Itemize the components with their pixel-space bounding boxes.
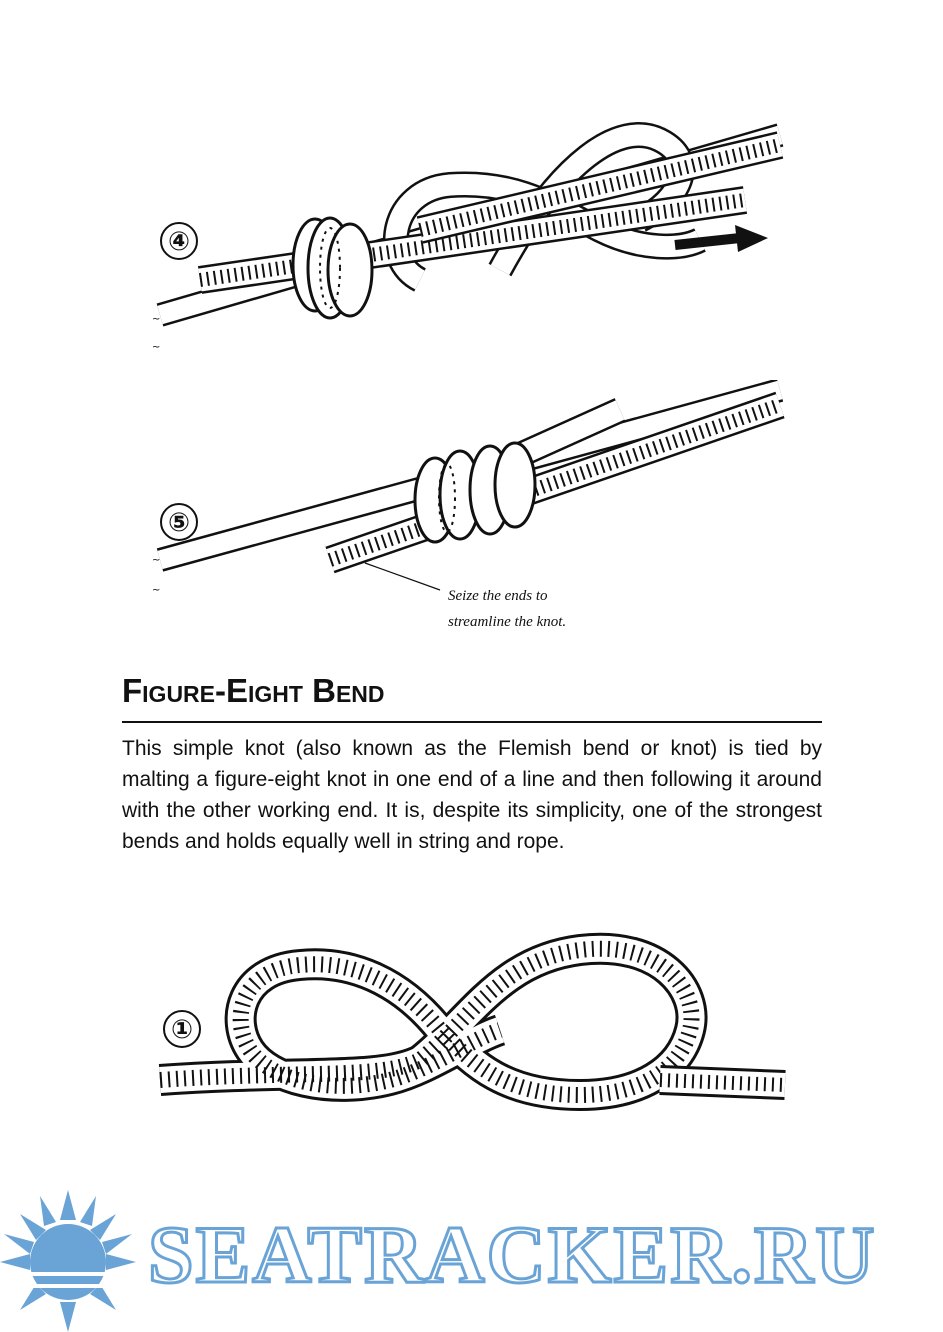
- svg-text:~: ~: [152, 555, 161, 566]
- section-body: This simple knot (also known as the Flemish bend or knot) is tied by malting a figure-eight knot in one end of a line and then following it around with the other working end. It is, despite its simplicity, one of the strongest bends and holds equally well in string and rope.: [122, 737, 822, 853]
- caption-line-1: Seize the ends to: [448, 588, 548, 604]
- svg-text:~: ~: [152, 342, 161, 353]
- step-1-illustration: [0, 920, 943, 1160]
- svg-text:~: ~: [152, 585, 161, 596]
- illustration-caption: [448, 583, 566, 635]
- section-title: Figure-Eight Bend: [122, 672, 385, 709]
- step-5-number: ⑤: [160, 503, 198, 541]
- watermark-text: SEATRACKER.RU: [148, 1209, 877, 1300]
- step-4-illustration: [0, 100, 943, 360]
- svg-text:~: ~: [152, 314, 161, 325]
- caption-line-2: streamline the knot.: [448, 614, 567, 630]
- step-1-number: ①: [163, 1010, 201, 1048]
- title-divider: [122, 721, 822, 723]
- step-4-number: ④: [160, 222, 198, 260]
